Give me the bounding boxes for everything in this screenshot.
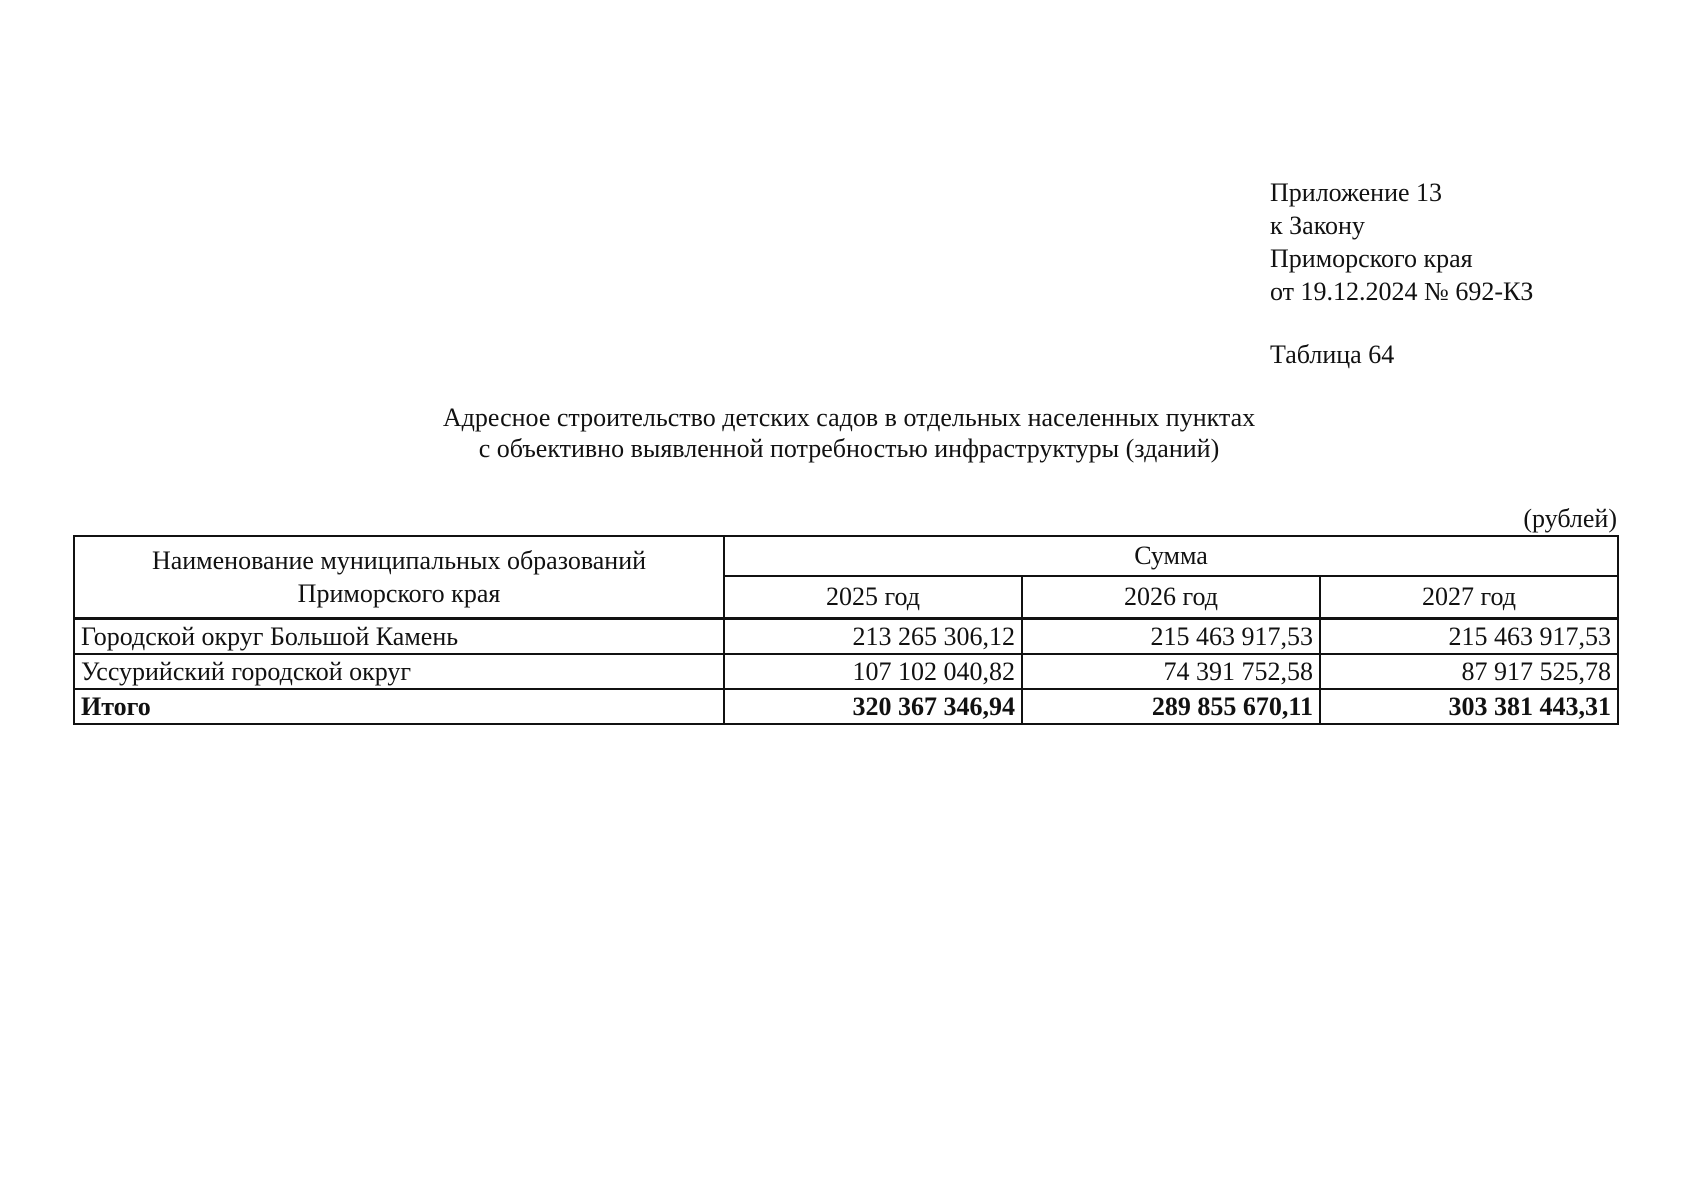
header-year-2026: 2026 год: [1022, 576, 1320, 619]
header-name-line-2: Приморского края: [297, 579, 501, 608]
header-name-line-1: Наименование муниципальных образований: [151, 546, 647, 575]
header-name: [74, 536, 724, 619]
header-year-2025: 2025 год: [724, 576, 1022, 619]
row-value-2026: 74 391 752,58: [1022, 654, 1320, 689]
header-year-2027: 2027 год: [1320, 576, 1618, 619]
annex-line-3: Приморского края: [1270, 244, 1473, 273]
total-row: [74, 689, 1618, 724]
title-line-1: Адресное строительство детских садов в отдельных населенных пунктах: [442, 403, 1256, 432]
annex-line-1: Приложение 13: [1270, 178, 1443, 207]
row-value-2026: 215 463 917,53: [1022, 619, 1320, 655]
title-line-2: с объективно выявленной потребностью инфраструктуры (зданий): [478, 434, 1220, 463]
row-value-2027: 87 917 525,78: [1320, 654, 1618, 689]
row-name: Городской округ Большой Камень: [74, 619, 724, 655]
header-sum: Сумма: [724, 536, 1618, 576]
annex-block: [1270, 176, 1533, 308]
annex-line-2: к Закону: [1270, 211, 1365, 240]
total-value-2027: 303 381 443,31: [1320, 689, 1618, 724]
row-value-2027: 215 463 917,53: [1320, 619, 1618, 655]
header-row-1: [74, 536, 1618, 576]
document-title: [0, 402, 1698, 464]
total-value-2026: 289 855 670,11: [1022, 689, 1320, 724]
budget-table: [73, 535, 1619, 725]
table-number: Таблица 64: [1270, 340, 1395, 369]
row-name: Уссурийский городской округ: [74, 654, 724, 689]
total-name: Итого: [74, 689, 724, 724]
annex-line-4: от 19.12.2024 № 692-КЗ: [1270, 277, 1534, 306]
table-row: [74, 619, 1618, 655]
total-value-2025: 320 367 346,94: [724, 689, 1022, 724]
row-value-2025: 213 265 306,12: [724, 619, 1022, 655]
units-label: (рублей): [1523, 504, 1617, 533]
table-row: [74, 654, 1618, 689]
row-value-2025: 107 102 040,82: [724, 654, 1022, 689]
